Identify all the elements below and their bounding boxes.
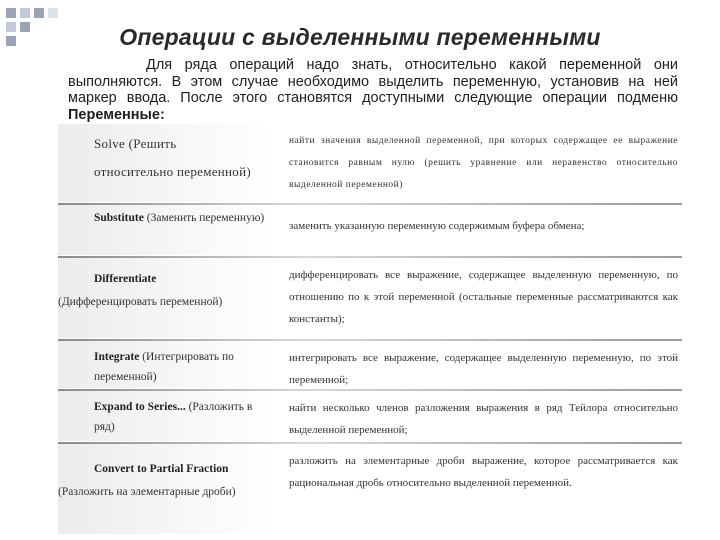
table-row: [58, 124, 682, 202]
command-description: (Разложить в ряд): [94, 401, 253, 433]
command-cell: [58, 444, 273, 534]
command-name: Expand to Series...: [94, 401, 186, 413]
operation-description: разложить на элементарные дроби выражение, которое рассматривается как рациональная дробь относительно выделенной переменной.: [289, 455, 678, 489]
table-row: [58, 391, 682, 441]
operation-description: дифференцировать все выражение, содержащее выделенную переменную, по отношению по к этой переменной (остальные переменные рассматриваются как константы);: [289, 269, 678, 325]
command-description: (Разложить на элементарные дроби): [58, 486, 236, 498]
command-name: Differentiate: [94, 273, 157, 285]
command-cell: [58, 124, 273, 202]
intro-text: Для ряда операций надо знать, относительно какой переменной они выполняются. В этом случае необходимо выделить переменную, установив на ней маркер ввода. После этого становятся доступными следующие операции подменю: [68, 57, 678, 106]
operation-description: интегрировать все выражение, содержащее выделенную переменную, по этой переменной;: [289, 352, 678, 386]
operation-description: заменить указанную переменную содержимым буфера обмена;: [289, 220, 585, 232]
page-title: Операции с выделенными переменными: [119, 24, 601, 50]
table-row: [58, 444, 682, 534]
command-description: (Дифференцировать переменной): [58, 296, 223, 308]
command-cell: [58, 258, 273, 338]
command-cell: [58, 391, 273, 441]
command-description: (Заменить переменную): [146, 212, 265, 224]
command-name: Integrate: [94, 351, 140, 363]
table-row: [58, 258, 682, 338]
command-cell: [58, 341, 273, 388]
command-name: Solve (Решить: [94, 136, 177, 151]
intro-paragraph: [68, 57, 678, 123]
command-cell: [58, 205, 273, 255]
table-row: [58, 341, 682, 388]
command-description: (Интегрировать по переменной): [94, 351, 234, 383]
table-row: [58, 205, 682, 255]
operation-description: найти значения выделенной переменной, при которых содержащее ее выражение становится равным нулю (решить уравнение или неравенство относительно выделенной переменной): [289, 136, 678, 190]
command-name: Substitute: [94, 212, 144, 224]
operation-description: найти несколько членов разложения выражения в ряд Тейлора относительно выделенной переменной;: [289, 402, 678, 436]
command-name: Convert to Partial Fraction: [94, 463, 229, 475]
command-description: относительно переменной): [94, 164, 251, 179]
operations-table: [58, 124, 682, 536]
menu-name: Переменные:: [68, 106, 165, 123]
